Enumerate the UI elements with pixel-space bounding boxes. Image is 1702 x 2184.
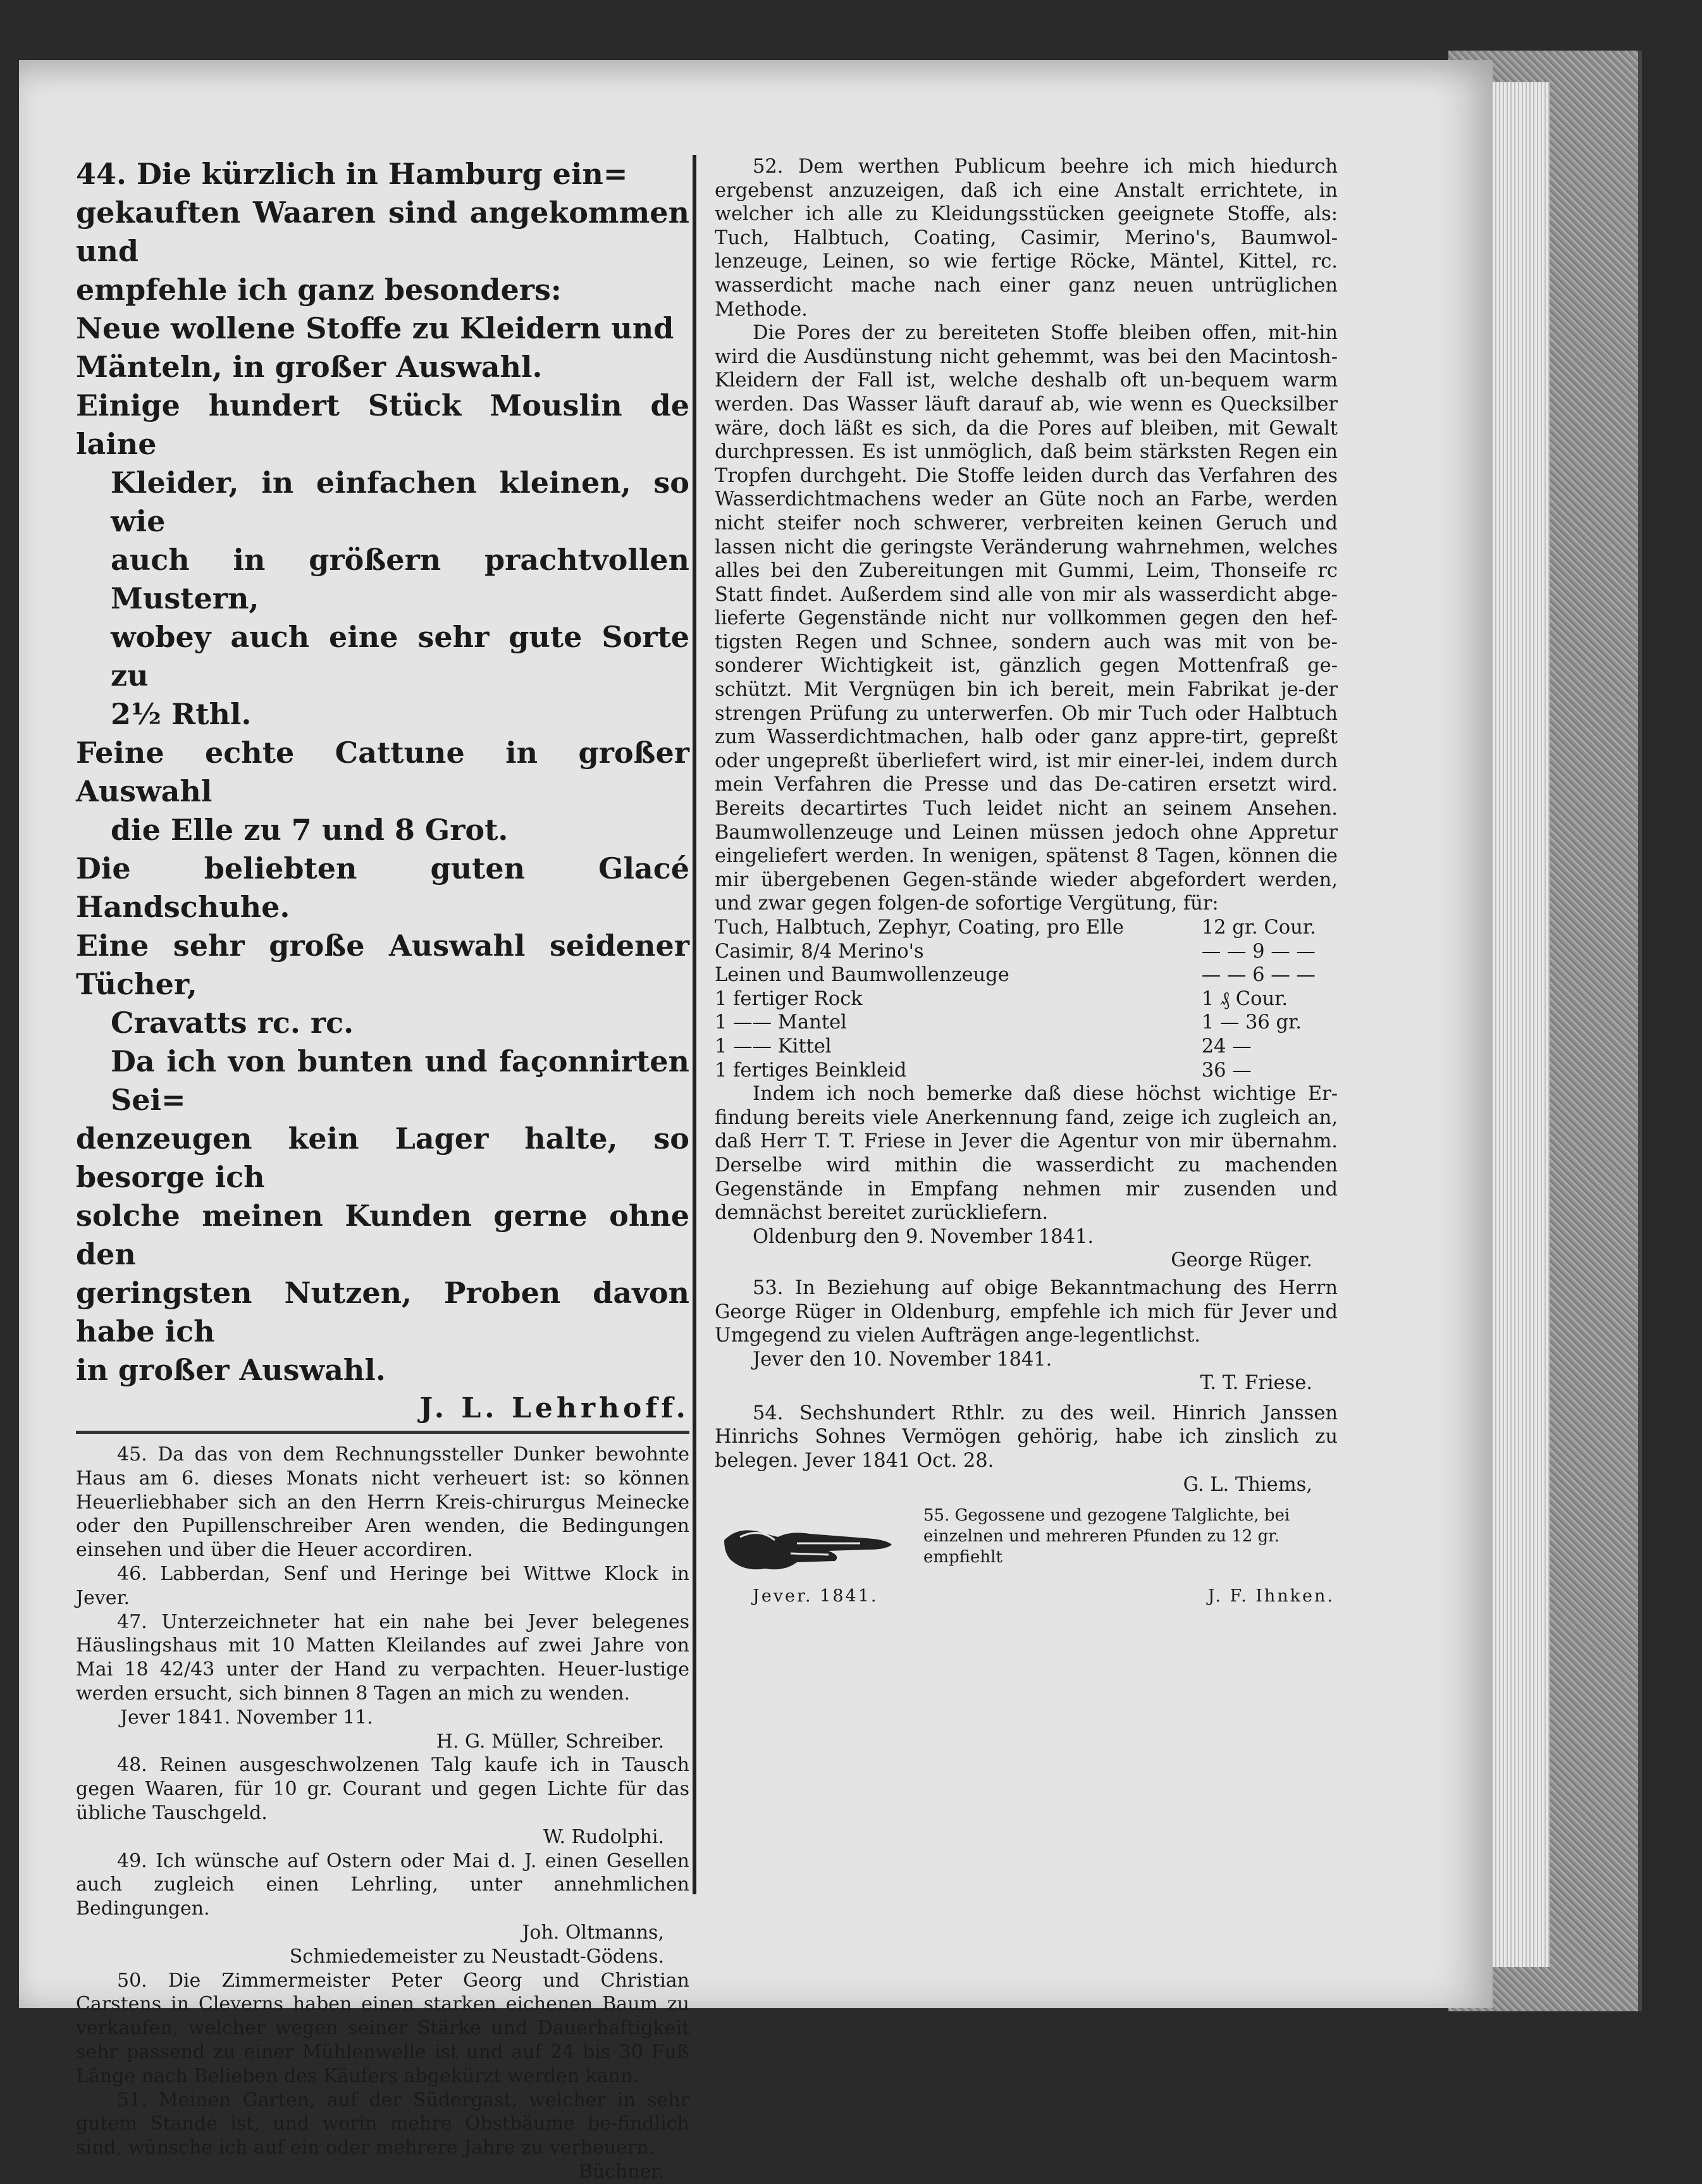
- notice-54: [715, 1402, 1338, 1496]
- pointing-hand-icon: [721, 1512, 904, 1581]
- ad44-line: Kleider, in einfachen kleinen, so wie: [111, 466, 689, 538]
- notice53-signature: T. T. Friese.: [1200, 1372, 1312, 1395]
- ad44-line: Eine sehr große Auswahl seidener Tücher,: [76, 929, 689, 1001]
- notice-date: Jever 1841. November 11.: [120, 1706, 373, 1729]
- price-value: 24 —: [1201, 1035, 1252, 1058]
- notice-45: [76, 1443, 689, 1562]
- notice52-signature: George Rüger.: [1171, 1249, 1312, 1272]
- notice52-date: Oldenburg den 9. November 1841.: [753, 1225, 1094, 1248]
- price-table: [715, 916, 1338, 1082]
- price-item: 1 fertiges Beinkleid: [715, 1059, 907, 1082]
- notice52-paragraph-1: 52. Dem werthen Publicum beehre ich mich hiedurch ergebenst anzuzeigen, daß ich eine Anstalt errichtete, in welcher ich alle zu Kleidungsstücken geeignete Stoffe, als: Tuch, Halbtuch, Coating, Casimir, Merino's, Baumwol-lenzeuge, Leinen, so wie fertige Röcke, Mäntel, Kittel, rc. wasserdicht mache nach einer ganz neuen untrüglichen Methode.: [715, 156, 1338, 321]
- price-item: 1 —— Kittel: [715, 1035, 832, 1058]
- notice-signature: Büchner.: [578, 2160, 664, 2183]
- right-column: [715, 155, 1338, 1613]
- notice-signature: Joh. Oltmanns,: [522, 1921, 664, 1944]
- notice54-signature: G. L. Thiems,: [1183, 1473, 1312, 1496]
- notice55-text: 55. Gegossene und gezogene Talglichte, bei einzelnen und mehreren Pfunden zu 12 gr. empfiehlt: [923, 1506, 1290, 1567]
- notice55-footer: [753, 1586, 1335, 1606]
- price-row: [715, 963, 1338, 987]
- ad44-line: Neue wollene Stoffe zu Kleidern und: [76, 311, 674, 345]
- column-rule: [693, 155, 696, 1894]
- notice-47: [76, 1610, 689, 1754]
- ad44-line: geringsten Nutzen, Proben davon habe ich: [76, 1276, 689, 1348]
- notice53-text: 53. In Beziehung auf obige Bekanntmachung des Herrn George Rüger in Oldenburg, empfehle ich mich für Jever und Umgegend zu vielen Aufträgen ange-legentlichst.: [715, 1276, 1338, 1347]
- price-value: 1 ₰ Cour.: [1201, 987, 1288, 1010]
- advertisement-44: [76, 155, 689, 1390]
- notice-48: [76, 1753, 689, 1849]
- ad44-line: Einige hundert Stück Mouslin de laine: [76, 388, 689, 461]
- price-item: 1 fertiger Rock: [715, 987, 863, 1010]
- ad44-line: Da ich von bunten und façonnirten Sei=: [111, 1044, 689, 1117]
- left-column: [76, 155, 689, 2184]
- ad44-line: Mänteln, in großer Auswahl.: [76, 350, 543, 384]
- notice-text: 47. Unterzeichneter hat ein nahe bei Jever belegenes Häuslingshaus mit 10 Matten Kleilandes auf zwei Jahre von Mai 18 42/43 unter der Hand zu verpachten. Heuer-lustige werden ersucht, sich binnen 8 Tagen an mich zu wenden.: [76, 1610, 689, 1705]
- notice52-paragraph-3: Indem ich noch bemerke daß diese höchst wichtige Er-findung bereits viele Anerkennung fand, zeige ich zugleich an, daß Herr T. T. Friese in Jever die Agentur von mir übernahm. Derselbe wird mithin die wasserdicht zu machenden Gegenstände in Empfang nehmen mir zusenden und demnächst bereitet zurückliefern.: [715, 1083, 1338, 1225]
- notice-51: [76, 2088, 689, 2184]
- notice-53: [715, 1276, 1338, 1395]
- notice54-text: 54. Sechshundert Rthlr. zu des weil. Hinrich Janssen Hinrichs Sohnes Vermögen gehörig, habe ich zinslich zu belegen. Jever 1841 Oct. 28.: [715, 1402, 1338, 1472]
- price-row: [715, 940, 1338, 964]
- price-row: [715, 916, 1338, 940]
- section-divider: [76, 1431, 689, 1434]
- newspaper-page: [19, 60, 1493, 2183]
- ad44-line: denzeugen kein Lager halte, so besorge ich: [76, 1121, 689, 1194]
- price-item: Casimir, 8/4 Merino's: [715, 940, 924, 963]
- ad44-line: die Elle zu 7 und 8 Grot.: [111, 813, 509, 847]
- price-value: 36 —: [1201, 1059, 1252, 1082]
- notice52-paragraph-2: Die Pores der zu bereiteten Stoffe bleiben offen, mit-hin wird die Ausdünstung nicht gehemmt, was bei den Macintosh-Kleidern der Fall ist, welche deshalb oft un-bequem warm werden. Das Wasser läuft darauf ab, wie wenn es Quecksilber wäre, doch läßt es sich, da die Pores auf bleiben, mit Gewalt durchpressen. Es ist unmöglich, daß beim stärksten Regen ein Tropfen durchgeht. Die Stoffe leiden durch das Verfahren des Wasserdichtmachens weder an Güte noch an Farbe, werden nicht steifer noch schwerer, verbreiten keinen Geruch und lassen nicht die geringste Veränderung wahrnehmen, welches alles bei den Zubereitungen mit Gummi, Leim, Thonseife rc Statt findet. Außerdem sind alle von mir als wasserdicht abge-lieferte Gegenstände nicht nur vollkommen gegen den hef-tigsten Regen und Schnee, sondern auch was mit von be-sonderer Wichtigkeit ist, gänzlich gegen Mottenfraß ge-schützt. Mit Vergnügen bin ich bereit, mein Fabrikat je-der strengen Prüfung zu unterwerfen. Ob mir Tuch oder Halbtuch zum Wasserdichtmachen, halb oder ganz appre-tirt, gepreßt oder ungepreßt überliefert wird, ist mir einer-lei, indem durch mein Verfahren die Presse und das De-catiren ersetzt wird. Bereits decartirtes Tuch leidet nicht an seinem Ansehen. Baumwollenzeuge und Leinen müssen jedoch ohne Appretur eingeliefert werden. In wenigen, spätenst 8 Tagen, können die mir übergebenen Gegen-stände wieder abgefordert werden, und zwar gegen folgen-de sofortige Vergütung, für:: [715, 322, 1338, 915]
- notice-signature-title: Schmiedemeister zu Neustadt-Gödens.: [289, 1945, 664, 1968]
- price-row: [715, 1059, 1338, 1083]
- notice53-date: Jever den 10. November 1841.: [753, 1348, 1052, 1371]
- notice-52: [715, 155, 1338, 1273]
- price-value: 1 — 36 gr.: [1201, 1011, 1302, 1034]
- ad44-line: Feine echte Cattune in großer Auswahl: [76, 736, 689, 808]
- ad44-signature: J. L. Lehrhoff.: [419, 1392, 689, 1424]
- notice-49: [76, 1849, 689, 1969]
- price-item: Leinen und Baumwollenzeuge: [715, 964, 1009, 987]
- notice-text: 48. Reinen ausgeschwolzenen Talg kaufe ich in Tausch gegen Waaren, für 10 gr. Courant und gegen Lichte für das übliche Tauschgeld.: [76, 1754, 689, 1824]
- notice-text: 50. Die Zimmermeister Peter Georg und Christian Carstens in Cleverns haben einen starken eichenen Baum zu verkaufen, welcher wegen seiner Stärke und Dauerhaftigkeit sehr passend zu einer Mühlenwelle ist und auf 24 bis 30 Fuß Länge nach Belieben des Käufers abgekürzt werden kann.: [76, 1969, 689, 2087]
- notice-text: 45. Da das von dem Rechnungssteller Dunker bewohnte Haus am 6. dieses Monats nicht verheuert ist: so können Heuerliebhaber sich an den Herrn Kreis-chirurgus Meinecke oder den Pupillenschreiber Aren wenden, die Bedingungen einsehen und über die Heuer accordiren.: [76, 1443, 689, 1562]
- notice55-signature: J. F. Ihnken.: [1207, 1586, 1335, 1607]
- notice-46: [76, 1562, 689, 1610]
- ad44-line: wobey auch eine sehr gute Sorte zu: [111, 620, 689, 693]
- price-row: [715, 1035, 1338, 1059]
- price-value: 12 gr. Cour.: [1201, 916, 1316, 939]
- notice-55: [715, 1505, 1338, 1613]
- notice-text: 51. Meinen Garten, auf der Südergast, welcher in sehr gutem Stande ist, und worin mehre Obstbäume be-findlich sind, wünsche ich auf ein oder mehrere Jahre zu verheuern.: [76, 2088, 689, 2159]
- notice-text: 49. Ich wünsche auf Ostern oder Mai d. J. einen Gesellen auch zugleich einen Lehrling, unter annehmlichen Bedingungen.: [76, 1849, 689, 1920]
- notice-signature: W. Rudolphi.: [543, 1825, 664, 1848]
- notice55-place: Jever. 1841.: [753, 1586, 879, 1607]
- price-item: Tuch, Halbtuch, Zephyr, Coating, pro Elle: [715, 916, 1124, 939]
- ad44-line: solche meinen Kunden gerne ohne den: [76, 1199, 689, 1271]
- notice-50: [76, 1969, 689, 2088]
- price-row: [715, 1011, 1338, 1035]
- ad44-line: 44. Die kürzlich in Hamburg ein=: [76, 157, 628, 191]
- ad44-line: in großer Auswahl.: [76, 1353, 386, 1387]
- ad44-line: Cravatts rc. rc.: [111, 1006, 354, 1040]
- ad44-line: empfehle ich ganz besonders:: [76, 273, 562, 307]
- ad44-line: auch in größern prachtvollen Mustern,: [111, 543, 689, 615]
- price-row: [715, 987, 1338, 1011]
- price-value: — — 6 — —: [1201, 964, 1316, 987]
- ad44-line: 2½ Rthl.: [111, 697, 252, 731]
- notice-signature: H. G. Müller, Schreiber.: [436, 1730, 664, 1753]
- ad44-line: Die beliebten guten Glacé Handschuhe.: [76, 851, 689, 924]
- ad44-line: gekauften Waaren sind angekommen und: [76, 195, 689, 268]
- notice-text: 46. Labberdan, Senf und Heringe bei Wittwe Klock in Jever.: [76, 1562, 689, 1609]
- price-item: 1 —— Mantel: [715, 1011, 847, 1034]
- price-value: — — 9 — —: [1201, 940, 1316, 963]
